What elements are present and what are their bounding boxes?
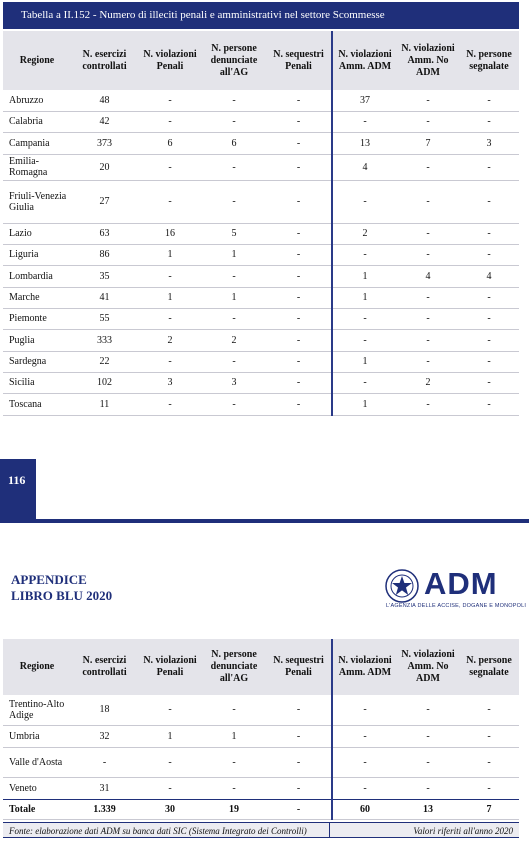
- value-cell: -: [168, 313, 172, 324]
- table-row: [3, 180, 519, 223]
- value-cell: -: [487, 377, 491, 388]
- logo-tagline: L'AGENZIA DELLE ACCISE, DOGANE E MONOPOLI: [386, 603, 527, 609]
- value-cell: -: [426, 292, 430, 303]
- total-value: 30: [138, 799, 202, 819]
- region-cell: Veneto: [9, 782, 37, 794]
- value-cell: -: [426, 730, 430, 742]
- region-cell: Friuli-Venezia Giulia: [9, 190, 67, 213]
- value-cell: 2: [167, 334, 173, 346]
- value-cell: -: [266, 223, 332, 244]
- region-cell: Toscana: [9, 398, 42, 410]
- value-cell: -: [232, 782, 236, 794]
- value-cell: -: [232, 756, 236, 768]
- value-cell: 22: [99, 356, 110, 367]
- table-body: [3, 695, 519, 819]
- source-note: Fonte: elaborazione dati ADM su banca dati SIC (Sistema Integrato dei Controlli): [9, 826, 307, 836]
- value-cell: -: [168, 116, 172, 127]
- table-row: [3, 244, 519, 265]
- value-cell: -: [363, 730, 367, 742]
- table-title: Tabella a II.152 - Numero di illeciti penali e amministrativi nel settore Scommesse: [3, 2, 519, 29]
- value-cell: -: [266, 747, 332, 777]
- table-row: [3, 372, 519, 393]
- value-cell: -: [168, 270, 172, 282]
- table-row: [3, 265, 519, 287]
- value-cell: -: [266, 777, 332, 799]
- book-title: LIBRO BLU 2020: [11, 588, 113, 603]
- value-cell: -: [266, 393, 332, 415]
- footer-divider: [329, 823, 330, 837]
- column-header: N. persone denunciate all'AG: [202, 639, 266, 695]
- table-row: [3, 725, 519, 747]
- section-heading: [11, 572, 112, 604]
- value-cell: -: [168, 782, 172, 794]
- total-value: 1.339: [71, 799, 138, 819]
- table-body: [3, 90, 519, 415]
- logo-wordmark: ADM: [424, 566, 498, 601]
- column-header: N. persone segnalate: [459, 639, 519, 695]
- value-cell: -: [232, 116, 236, 127]
- region-cell: Marche: [9, 292, 40, 303]
- value-cell: -: [487, 161, 491, 173]
- value-cell: -: [426, 756, 430, 768]
- value-cell: -: [487, 398, 491, 410]
- value-cell: 55: [99, 313, 110, 324]
- value-cell: -: [487, 704, 491, 716]
- value-cell: 4: [362, 161, 368, 173]
- value-cell: 1: [231, 730, 237, 742]
- value-cell: -: [232, 270, 236, 282]
- value-cell: 20: [99, 161, 110, 173]
- value-cell: -: [266, 132, 332, 154]
- value-cell: -: [426, 116, 430, 127]
- value-cell: -: [266, 308, 332, 329]
- value-cell: -: [266, 265, 332, 287]
- value-cell: 37: [360, 94, 370, 106]
- value-cell: -: [266, 695, 332, 725]
- value-cell: -: [168, 196, 172, 207]
- value-cell: -: [363, 249, 367, 260]
- table-row: [3, 393, 519, 415]
- region-cell: Sicilia: [9, 377, 35, 388]
- total-value: 60: [332, 799, 397, 819]
- column-header: N. sequestri Penali: [266, 639, 332, 695]
- value-cell: -: [487, 94, 491, 106]
- region-cell: Puglia: [9, 334, 35, 346]
- value-cell: 373: [97, 137, 112, 149]
- value-cell: -: [487, 228, 491, 239]
- value-cell: 2: [362, 228, 368, 239]
- value-cell: -: [168, 398, 172, 410]
- value-cell: -: [168, 756, 172, 768]
- region-cell: Calabria: [9, 116, 43, 127]
- value-cell: -: [426, 782, 430, 794]
- region-cell: Trentino-Alto Adige: [9, 698, 65, 721]
- value-cell: -: [426, 334, 430, 346]
- value-cell: -: [426, 228, 430, 239]
- value-cell: -: [168, 704, 172, 716]
- value-cell: 333: [97, 334, 112, 346]
- value-cell: -: [426, 94, 430, 106]
- region-cell: Liguria: [9, 249, 39, 260]
- value-cell: 3: [486, 137, 492, 149]
- table-row: [3, 777, 519, 799]
- value-cell: -: [426, 249, 430, 260]
- column-header: N. violazioni Amm. ADM: [332, 639, 397, 695]
- region-cell: Sardegna: [9, 356, 47, 367]
- value-cell: 35: [99, 270, 110, 282]
- value-cell: 4: [486, 270, 492, 282]
- value-cell: -: [168, 161, 172, 173]
- value-cell: -: [363, 704, 367, 716]
- value-cell: -: [266, 180, 332, 223]
- value-cell: -: [232, 313, 236, 324]
- value-cell: -: [266, 725, 332, 747]
- value-cell: 5: [231, 228, 237, 239]
- table-row: [3, 329, 519, 351]
- value-cell: -: [266, 90, 332, 111]
- value-cell: -: [102, 756, 107, 768]
- value-cell: 1: [167, 292, 173, 303]
- value-cell: 41: [99, 292, 110, 303]
- value-cell: -: [487, 356, 491, 367]
- reference-note: Valori riferiti all'anno 2020: [413, 826, 513, 836]
- column-header: N. violazioni Amm. No ADM: [397, 31, 459, 90]
- value-cell: -: [168, 94, 172, 106]
- value-cell: -: [487, 730, 491, 742]
- value-cell: -: [363, 782, 367, 794]
- table-row: [3, 695, 519, 725]
- region-cell: Lombardia: [9, 270, 53, 282]
- value-cell: 86: [99, 249, 110, 260]
- value-cell: 16: [165, 228, 175, 239]
- value-cell: -: [266, 154, 332, 180]
- total-value: 13: [397, 799, 459, 819]
- value-cell: 1: [362, 292, 368, 303]
- value-cell: 7: [425, 137, 431, 149]
- value-cell: -: [426, 356, 430, 367]
- table-row: [3, 90, 519, 111]
- value-cell: 1: [362, 398, 368, 410]
- value-cell: -: [266, 287, 332, 308]
- value-cell: -: [487, 334, 491, 346]
- adm-logo: [384, 566, 527, 612]
- value-cell: -: [487, 196, 491, 207]
- table-row: [3, 132, 519, 154]
- value-cell: -: [487, 782, 491, 794]
- value-cell: -: [266, 329, 332, 351]
- value-cell: 2: [231, 334, 237, 346]
- value-cell: -: [266, 351, 332, 372]
- value-cell: -: [426, 196, 430, 207]
- table-row: [3, 287, 519, 308]
- column-header: N. persone denunciate all'AG: [202, 31, 266, 90]
- value-cell: -: [487, 292, 491, 303]
- scommesse-table-part-1: [3, 31, 519, 416]
- region-cell: Lazio: [9, 228, 32, 239]
- emblem-icon: [384, 568, 420, 604]
- value-cell: 1: [167, 730, 173, 742]
- value-cell: -: [363, 756, 367, 768]
- value-cell: -: [363, 334, 367, 346]
- value-cell: -: [363, 196, 367, 207]
- value-cell: 42: [99, 116, 110, 127]
- value-cell: 1: [362, 270, 368, 282]
- value-cell: 18: [99, 704, 110, 716]
- value-cell: 4: [425, 270, 431, 282]
- value-cell: -: [487, 313, 491, 324]
- value-cell: -: [232, 196, 236, 207]
- value-cell: -: [426, 161, 430, 173]
- value-cell: 102: [97, 377, 112, 388]
- scommesse-table-part-2: [3, 639, 519, 820]
- value-cell: -: [266, 372, 332, 393]
- value-cell: 63: [99, 228, 110, 239]
- value-cell: 13: [360, 137, 370, 149]
- total-row: [3, 799, 519, 819]
- header-row: [3, 639, 519, 695]
- value-cell: -: [232, 398, 236, 410]
- value-cell: -: [363, 313, 367, 324]
- value-cell: 1: [167, 249, 173, 260]
- appendix-label: APPENDICE: [11, 572, 87, 587]
- value-cell: -: [487, 756, 491, 768]
- column-header: Regione: [3, 639, 71, 695]
- value-cell: -: [487, 116, 491, 127]
- value-cell: -: [266, 111, 332, 132]
- column-header: N. violazioni Amm. ADM: [332, 31, 397, 90]
- table-row: [3, 351, 519, 372]
- region-cell: Piemonte: [9, 313, 47, 324]
- table-footer: [3, 822, 519, 838]
- column-header: N. violazioni Amm. No ADM: [397, 639, 459, 695]
- value-cell: -: [266, 244, 332, 265]
- column-header: N. persone segnalate: [459, 31, 519, 90]
- column-header: Regione: [3, 31, 71, 90]
- value-cell: 1: [231, 292, 237, 303]
- value-cell: 31: [99, 782, 110, 794]
- value-cell: -: [168, 356, 172, 367]
- value-cell: -: [426, 704, 430, 716]
- value-cell: 1: [231, 249, 237, 260]
- table-row: [3, 154, 519, 180]
- value-cell: 27: [99, 196, 110, 207]
- value-cell: -: [232, 94, 236, 106]
- value-cell: -: [363, 116, 367, 127]
- region-cell: Valle d'Aosta: [9, 756, 63, 768]
- table-row: [3, 223, 519, 244]
- value-cell: 2: [425, 377, 431, 388]
- region-cell: Abruzzo: [9, 94, 44, 106]
- value-cell: 11: [99, 398, 110, 410]
- column-header: N. violazioni Penali: [138, 639, 202, 695]
- page-rule: [36, 519, 529, 523]
- value-cell: -: [487, 249, 491, 260]
- value-cell: 32: [99, 730, 110, 742]
- column-header: N. esercizi controllati: [71, 31, 138, 90]
- total-value: -: [266, 799, 332, 819]
- value-cell: -: [426, 313, 430, 324]
- page-number: 116: [0, 459, 36, 523]
- value-cell: -: [232, 356, 236, 367]
- region-cell: Emilia-Romagna: [9, 156, 48, 178]
- total-value: 7: [459, 799, 519, 819]
- column-header: N. violazioni Penali: [138, 31, 202, 90]
- value-cell: -: [232, 704, 236, 716]
- column-header: N. sequestri Penali: [266, 31, 332, 90]
- value-cell: 3: [167, 377, 173, 388]
- region-cell: Umbria: [9, 730, 40, 742]
- region-cell: Campania: [9, 137, 50, 149]
- header-row: [3, 31, 519, 90]
- value-cell: -: [363, 377, 367, 388]
- column-header: N. esercizi controllati: [71, 639, 138, 695]
- value-cell: -: [426, 398, 430, 410]
- table-row: [3, 747, 519, 777]
- value-cell: -: [232, 161, 236, 173]
- total-label: Totale: [3, 799, 71, 819]
- value-cell: 48: [99, 94, 110, 106]
- table-row: [3, 111, 519, 132]
- total-value: 19: [202, 799, 266, 819]
- value-cell: 1: [362, 356, 368, 367]
- table-row: [3, 308, 519, 329]
- value-cell: 6: [231, 137, 237, 149]
- value-cell: 6: [167, 137, 173, 149]
- value-cell: 3: [231, 377, 237, 388]
